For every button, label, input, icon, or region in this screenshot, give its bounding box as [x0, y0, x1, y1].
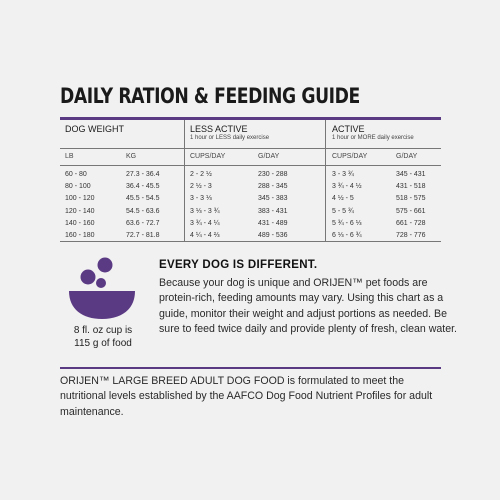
table-cell: 3 - 3 ⅓ [190, 195, 212, 203]
feeding-table [60, 120, 441, 242]
note-body: Because your dog is unique and ORIJEN™ pet foods are protein-rich, feeding amounts may vary. Using this chart as a guide, monitor their weight and adjust portions as needed. Be sure to feed twice daily and provide plenty of fresh, clean water. [159, 277, 457, 335]
table-cell: 120 - 140 [65, 207, 95, 215]
table-cell: 45.5 - 54.5 [126, 195, 160, 203]
col-cups-active: CUPS/DAY [332, 153, 368, 160]
table-cell: 80 - 100 [65, 183, 91, 191]
table-cell: 2 ½ - 3 [190, 183, 212, 191]
less-active-header: LESS ACTIVE [190, 124, 248, 134]
less-active-subheader: 1 hour or LESS daily exercise [190, 135, 270, 141]
table-cell: 140 - 160 [65, 219, 95, 227]
note-title: EVERY DOG IS DIFFERENT. [159, 259, 318, 271]
table-cell: 100 - 120 [65, 195, 95, 203]
cup-caption-line2: 115 g of food [74, 338, 132, 349]
table-cell: 3 ¾ - 4 ¼ [190, 219, 220, 227]
col-cups-less: CUPS/DAY [190, 153, 226, 160]
table-cell: 288 - 345 [258, 183, 288, 191]
cups-active-column [332, 169, 362, 242]
page-title: DAILY RATION & FEEDING GUIDE [60, 84, 360, 108]
table-cell: 518 - 575 [396, 195, 426, 203]
col-g-less: G/DAY [258, 153, 280, 160]
table-cell: 3 ⅓ - 3 ¾ [190, 207, 220, 215]
table-cell: 3 ¾ - 4 ½ [332, 183, 362, 191]
active-header: ACTIVE [332, 124, 365, 134]
table-cell: 345 - 383 [258, 195, 288, 203]
table-cell: 27.3 - 36.4 [126, 171, 160, 178]
cups-less-column [190, 169, 220, 242]
table-cell: 5 ¾ - 6 ⅓ [332, 219, 362, 227]
lb-column [65, 169, 95, 242]
table-cell: 728 - 776 [396, 232, 426, 240]
table-cell: 2 - 2 ½ [190, 171, 212, 178]
header-divider [60, 148, 441, 149]
table-cell: 431 - 489 [258, 219, 288, 227]
col-g-active: G/DAY [396, 153, 418, 160]
col-lb: LB [65, 153, 74, 160]
table-cell: 160 - 180 [65, 232, 95, 240]
table-cell: 4 ¼ - 4 ⅔ [190, 232, 220, 240]
table-cell: 5 - 5 ¾ [332, 207, 354, 215]
table-cell: 489 - 536 [258, 232, 288, 240]
table-cell: 4 ½ - 5 [332, 195, 354, 203]
aafco-statement: ORIJEN™ LARGE BREED ADULT DOG FOOD is formulated to meet the nutritional levels established by the AAFCO Dog Food Nutrient Profiles for adult maintenance. [60, 375, 433, 418]
food-bowl-icon [68, 255, 138, 323]
table-cell: 54.5 - 63.6 [126, 207, 160, 215]
g-active-column [396, 169, 426, 242]
table-cell: 72.7 - 81.8 [126, 232, 160, 240]
dog-weight-header: DOG WEIGHT [65, 124, 124, 134]
table-cell: 60 - 80 [65, 171, 87, 178]
column-divider [184, 120, 185, 241]
cup-caption-line1: 8 fl. oz cup is [73, 325, 133, 336]
table-cell: 36.4 - 45.5 [126, 183, 160, 191]
table-cell: 431 - 518 [396, 183, 426, 191]
table-cell: 575 - 661 [396, 207, 426, 215]
table-cell: 345 - 431 [396, 171, 426, 178]
column-head-divider [60, 165, 441, 166]
section-divider [60, 367, 441, 369]
table-cell: 661 - 728 [396, 219, 426, 227]
cup-caption [62, 324, 144, 350]
active-subheader: 1 hour or MORE daily exercise [332, 135, 414, 141]
table-cell: 3 - 3 ¾ [332, 171, 354, 178]
table-cell: 230 - 288 [258, 171, 288, 178]
kg-column [126, 169, 159, 242]
table-cell: 6 ⅓ - 6 ¾ [332, 232, 362, 240]
col-kg: KG [126, 153, 137, 160]
column-divider [325, 120, 326, 241]
table-cell: 63.6 - 72.7 [126, 219, 160, 227]
table-cell: 383 - 431 [258, 207, 288, 215]
g-less-column [258, 169, 288, 242]
